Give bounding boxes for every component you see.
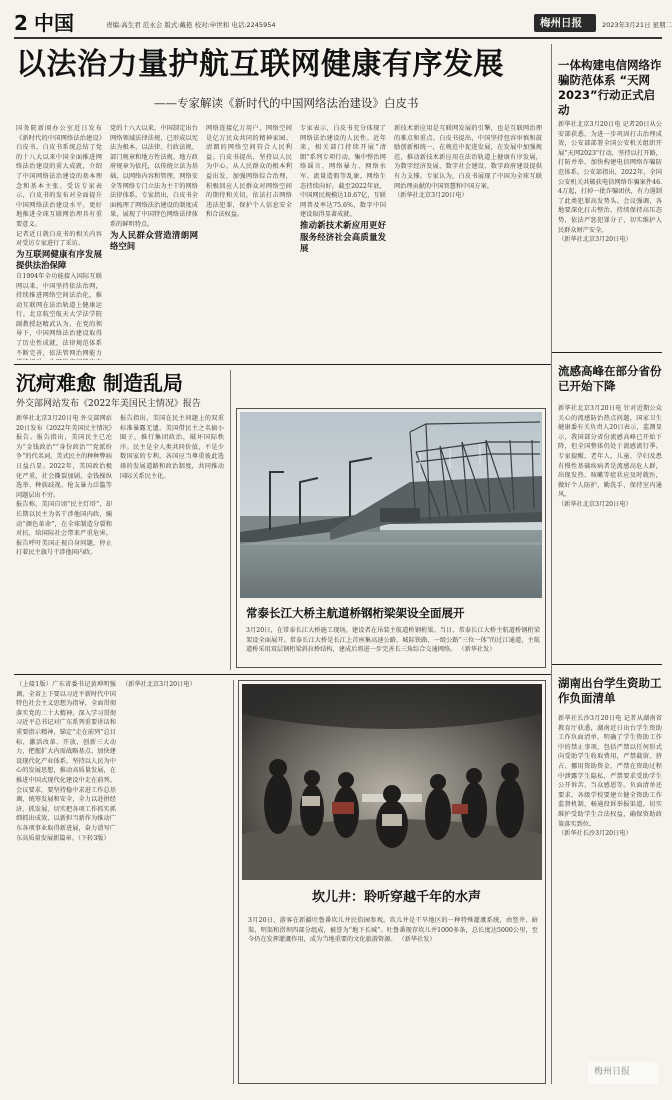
right-mid-byline: （新华社北京3月20日电） bbox=[558, 500, 632, 508]
section-name: 中国 bbox=[34, 11, 74, 35]
photo-1-byline: （新华社发） bbox=[458, 646, 496, 654]
bridge-construction-photo bbox=[240, 412, 542, 598]
bottom-body-col1 bbox=[16, 680, 116, 1084]
photo-2-byline: （新华社发） bbox=[398, 936, 436, 944]
right-mid-headline: 流感高峰在部分省份已开始下降 bbox=[558, 364, 662, 393]
right-top-body bbox=[558, 120, 662, 340]
right-column-divider bbox=[551, 44, 552, 1084]
bottom-paragraph: （上接1版）广东省委书记黄坤明强调，全省上下要以习近平新时代中国特色社会主义思想为指导，全面贯彻落实党的二十大精神，深入学习贯彻习近平总书记对广东系列重要讲话和重要指示精神，锚定“走在前列”总目标，激活改革、开放、创新三大动力，把握扩大内需战略基点、加快建设现代化产业体系，坚持以人民为中心的发展思想，推动高质量发展，在推进中国式现代化建设中走在前列。会议要求，要坚持稳中求进工作总基调，统筹发展和安全，全力以赴拼经济、抓发展，切实把各项工作抓实抓细抓出成效，以新担当新作为推动广东各项事业取得新进展，奋力谱写广东高质量发展新篇章。（下转3版） bbox=[16, 681, 116, 842]
right-bottom-paragraph: 新华社长沙3月20日电 记者从湖南省教育厅获悉，湖南近日出台学生资助工作负面清单，明确了学生资助工作中的禁止事项，包括严禁以任何形式向受助学生收取费用，严禁截留、挤占、挪用资助资金，严禁在资助过程中泄露学生隐私，严禁要求受助学生公开诉苦、当众感恩等。负面清单还要求，各级学校要建立健全资助工作监督机制，畅通投诉举报渠道，切实维护受助学生合法权益，确保资助政策落实到位。 bbox=[558, 715, 662, 828]
right-top-headline: 一体构建电信网络诈骗防范体系 “天网2023”行动正式启动 bbox=[558, 58, 662, 117]
mid-body-col2 bbox=[120, 414, 224, 664]
editor-credits: 责编:高生君 范永会 版式:戴艳 校对:申世和 电话:2245954 bbox=[106, 21, 276, 29]
mid-body-col1 bbox=[16, 414, 112, 664]
mid-subheadline: 外交部网站发布《2022年美国民主情况》报告 bbox=[16, 399, 201, 409]
lead-paragraph-2: 记者近日就白皮书的相关内容对受访专家进行了采访。 bbox=[16, 230, 102, 248]
lead-body-col1 bbox=[16, 124, 102, 360]
right-bottom-byline: （新华社长沙3月20日电） bbox=[558, 830, 632, 838]
photo-2-caption-title: 坎儿井：聆听穿越千年的水声 bbox=[312, 890, 482, 905]
right-top-paragraph: 新华社北京3月20日电 记者20日从公安部获悉，为进一步巩固打击治理成效，公安部部署全国公安机关组织开展“天网2023”行动，坚持以打开路，打防并举，加快构建电信网络诈骗防范体系。公安部指出，2022年，全国公安机关共破获电信网络诈骗案件46.4万起，打掉一批诈骗团伙，有力遏制了此类犯罪高发势头。会议强调，各地要深化打击整治，持续保持高压态势，依法严惩犯罪分子，切实维护人民群众财产安全。 bbox=[558, 121, 662, 234]
right-mid-paragraph: 新华社北京3月20日电 针对近期公众关心的流感防治热点问题，国家卫生健康委有关负责人20日表示，监测显示，我国部分省份流感高峰已开始下降，但全国整体仍处于流感流行季。专家提醒，老年人、儿童、孕妇及患有慢性基础疾病者是流感高危人群，出现发热、咳嗽等症状应及时就医，做好个人防护，勤洗手，保持室内通风。 bbox=[558, 405, 662, 499]
lead-body-col4 bbox=[300, 124, 386, 360]
mid-paragraph-1: 新华社北京3月20日电 外交部网站20日发布《2022年美国民主情况》报告。报告指出，美国民主已沦为“金钱政治”“身份政治”“党派纷争”的代名词，美式民主的种种弊病日益凸显。2022年，美国政治极化严重，社会撕裂加剧，金钱操纵选举、种族歧视、枪支暴力泛滥等问题层出不穷。 bbox=[16, 415, 112, 499]
bottom-col-divider bbox=[233, 680, 234, 1084]
mid-paragraph-3: 报告指出，美国在民主问题上的双重标准暴露无遗。美国借民主之名搞小圈子，推行集团政治，破坏国际秩序。民主是全人类共同价值，不是少数国家的专利。各国应当尊重彼此选择的发展道路和政治制度，共同推动国际关系民主化。 bbox=[120, 415, 224, 480]
lead-body-col5 bbox=[394, 124, 542, 360]
lead-subheadline: ——专家解读《新时代的中国网络法治建设》白皮书 bbox=[154, 96, 419, 110]
issue-date: 2023年3月21日 星期二 bbox=[602, 21, 672, 29]
right-top-byline: （新华社北京3月20日电） bbox=[558, 236, 632, 244]
photo-2-caption-text: 3月20日，游客在新疆吐鲁番坎儿井民俗园参观。坎儿井是干旱地区的一种特殊灌溉系统，由竖井、暗渠、明渠和涝坝四部分组成，被誉为“地下长城”。吐鲁番现存坎儿井1000多条，总长度达5000公里，至今仍在发挥灌溉作用，成为当地重要的文化旅游资源。 bbox=[248, 917, 538, 944]
lead-paragraph-7: 新技术新应用是互联网发展的引擎，也是互联网治理的难点和重点。白皮书提出，中国坚持包容审慎和鼓励创新相统一，在规范中促进发展，在发展中加强规范，推动新技术新应用在法治轨道上健康有序发展，为数字经济发展、数字社会建设、数字政府建设提供有力支撑。专家认为，白皮书展现了中国为全球互联网治理贡献的中国智慧和中国方案。 bbox=[394, 125, 542, 190]
photo-2-caption-body bbox=[248, 916, 538, 1076]
right-bottom-headline: 湖南出台学生资助工作负面清单 bbox=[558, 676, 662, 705]
right-mid-body bbox=[558, 404, 662, 658]
bridge-photo-image bbox=[240, 412, 542, 598]
photo-1-caption-text: 3月20日，在常泰长江大桥施工现场，建设者在吊装主航道桥钢桁梁。当日，常泰长江大桥主航道桥钢桁梁架设全面展开。常泰长江大桥是长江上首座集高速公路、城际铁路、一级公路“三位一体”的过江通道，主航道桥采用双层钢桁梁斜拉桥结构，建成后将进一步完善长三角综合交通网络。 bbox=[246, 627, 540, 654]
watermark-text: 梅州日报 bbox=[594, 1067, 631, 1077]
header-rule bbox=[14, 37, 662, 39]
lead-body-col3 bbox=[206, 124, 292, 360]
lead-subhead-1: 为互联网健康有序发展提供法治保障 bbox=[16, 248, 102, 271]
photo-1-caption-body bbox=[246, 626, 540, 666]
watermark bbox=[588, 1062, 658, 1084]
mid-divider bbox=[14, 364, 551, 365]
mid-paragraph-2: 报告称，美国自诩“民主灯塔”，却长期以民主为名干涉他国内政，煽动“颜色革命”，在全球制造分裂和对抗，给国际社会带来严重危害。报告呼吁美国正视自身问题，停止打着民主旗号干涉他国内政。 bbox=[16, 501, 112, 557]
photo-1-caption-title: 常泰长江大桥主航道桥钢桁梁架设全面展开 bbox=[246, 606, 465, 620]
lead-paragraph-1: 国务院新闻办公室近日发布《新时代的中国网络法治建设》白皮书。白皮书系统总结了党的十八大以来中国全面推进网络法治建设的重大成就，介绍了中国网络法治建设的基本理念和基本主张。受访专家表示，白皮书的发布对全面提升中国网络法治建设水平、更好地推进全球互联网治理具有重要意义。 bbox=[16, 125, 102, 228]
right-mid-divider bbox=[552, 352, 662, 353]
lead-paragraph-6: 专家表示，白皮书充分体现了网络法治建设的人民性。近年来，相关部门持续开展“清朗”系列专项行动，集中整治网络谣言、网络暴力、网络水军、流量造假等乱象，网络生态持续向好。截至2022年底，中国网民规模达10.67亿，互联网普及率达75.6%，数字中国建设取得显著成就。 bbox=[300, 125, 386, 219]
lead-headline: 以法治力量护航互联网健康有序发展 bbox=[16, 47, 504, 82]
karez-photo-image bbox=[242, 684, 542, 880]
lead-subhead-3: 推动新技术新应用更好服务经济社会高质量发展 bbox=[300, 219, 386, 254]
lead-subhead-2: 为人民群众营造清朗网络空间 bbox=[110, 229, 198, 252]
right-lower-divider bbox=[552, 664, 662, 665]
page-header bbox=[14, 11, 672, 36]
paper-logo-text: 梅州日报 bbox=[540, 17, 582, 29]
lead-paragraph-3: 自1994年全功能接入国际互联网以来，中国坚持依法治网，持续推进网络空间法治化，推动互联网在法治轨道上健康运行。北京航空航天大学法学院副教授赵精武认为，在党的领导下，中国网络法治建设取得了历史性成就，法律规范体系不断完善，依法管网治网能力 bbox=[16, 272, 102, 357]
lead-body-col2 bbox=[110, 124, 198, 360]
mid-headline: 沉疴难愈 制造乱局 bbox=[16, 371, 183, 395]
right-bottom-body bbox=[558, 714, 662, 1054]
lower-divider bbox=[14, 674, 551, 675]
lead-paragraph-4: 党的十八大以来，中国制定出台网络领域法律法规，已形成以宪法为根本，以法律、行政法规、部门规章和地方性法规、地方政府规章为依托，以传统立法为基础，以网络内容和管理、网络安全等网络专门立法为主干的网络法律体系。专家指出，白皮书全面梳理了网络法治建设的制度成果，展现了中国特色网络法律体系的鲜明特点。 bbox=[110, 125, 198, 228]
bottom-body-col2 bbox=[122, 680, 228, 1084]
lead-byline: （新华社北京3月20日电） bbox=[394, 192, 468, 200]
page-number: 2 bbox=[14, 11, 28, 35]
mid-col-divider bbox=[230, 370, 231, 670]
bottom-byline: （新华社北京3月20日电） bbox=[122, 681, 196, 688]
paper-logo bbox=[534, 14, 596, 32]
lead-paragraph-5: 网络连接亿万用户，网络空间是亿万民众共同的精神家园。清朗的网络空间符合人民利益。白皮书提出，坚持以人民为中心，从人民群众的根本利益出发，加强网络综合治理，积极回应人民群众对网络空间的期待和关切，依法打击网络违法犯罪，保护个人信息安全和合法权益。 bbox=[206, 125, 292, 219]
karez-photo bbox=[242, 684, 542, 880]
